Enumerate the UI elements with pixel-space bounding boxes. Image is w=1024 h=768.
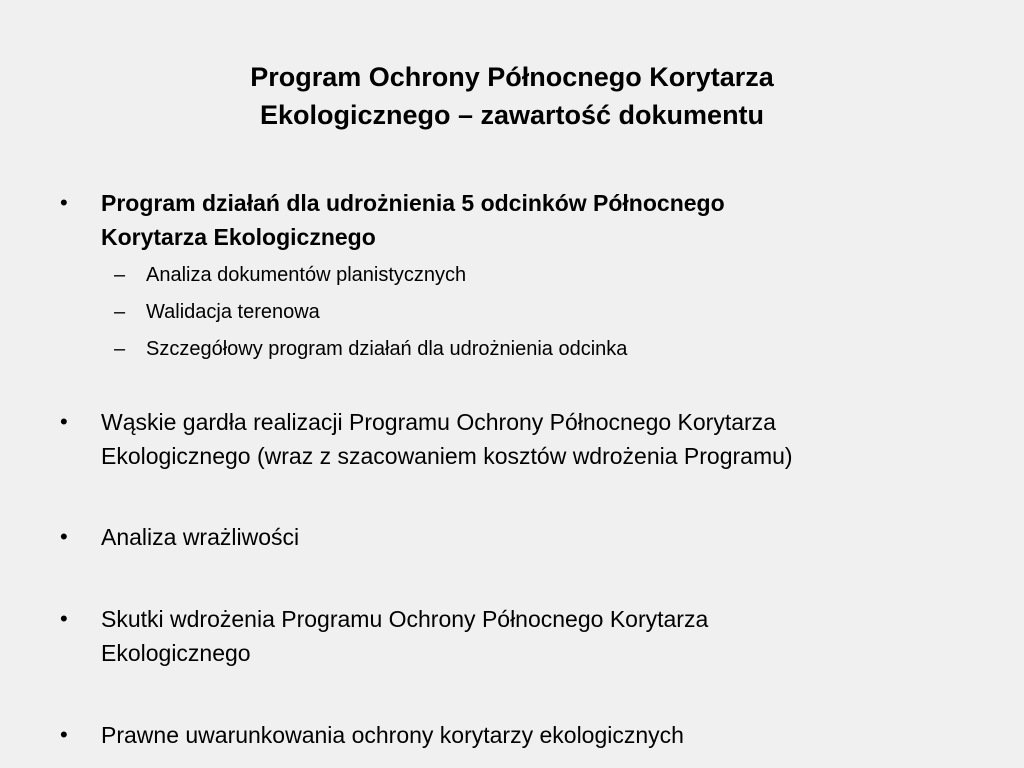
bullet-text-line: Analiza wrażliwości [101,524,300,550]
bullet-text-line: Program działań dla udrożnienia 5 odcinków Północnego [101,190,725,216]
slide-title-line: Ekologicznego – zawartość dokumentu [259,100,765,130]
bullet-text-line: Wąskie gardła realizacji Programu Ochrony Północnego Korytarza [101,409,776,435]
bullet-marker: • [60,524,68,549]
sub-item-text: Walidacja terenowa [146,301,320,323]
bullet-text-line: Korytarza Ekologicznego [101,224,376,250]
bullet-marker: • [60,606,68,631]
bullet-marker: • [60,409,68,434]
bullet-text-line: Prawne uwarunkowania ochrony korytarzy ekologicznych [101,722,684,748]
slide-title-line: Program Ochrony Północnego Korytarza [250,62,774,92]
dash-marker: – [114,264,126,286]
bullet-text [101,520,981,554]
sub-item-text: Szczegółowy program działań dla udrożnienia odcinka [146,338,628,360]
bullet-text-line: Ekologicznego (wraz z szacowaniem kosztów wdrożenia Programu) [101,443,793,469]
bullet-text [101,405,981,473]
bullet-marker: • [60,190,68,215]
bullet-text-line: Skutki wdrożenia Programu Ochrony Północnego Korytarza [101,606,709,632]
bullet-text [101,602,981,670]
bullet-text-line: Ekologicznego [101,640,251,666]
bullet-text [101,186,981,254]
dash-marker: – [114,338,126,360]
dash-marker: – [114,301,126,323]
bullet-marker: • [60,722,68,747]
bullet-text [101,718,981,752]
sub-item-text: Analiza dokumentów planistycznych [146,264,467,286]
